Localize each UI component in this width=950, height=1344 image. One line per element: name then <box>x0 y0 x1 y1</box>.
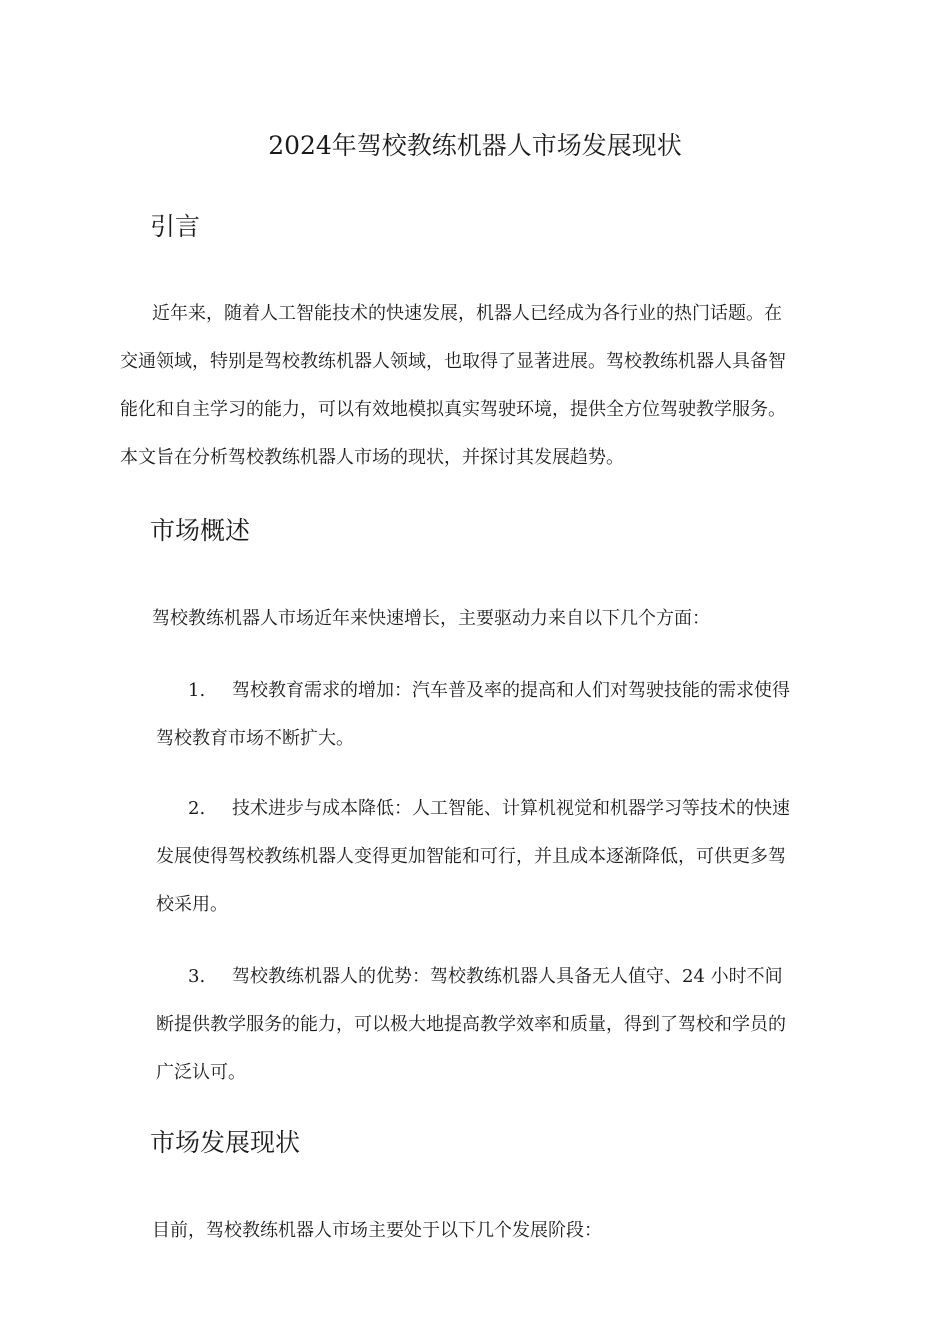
intro-line-1: 近年来，随着人工智能技术的快速发展，机器人已经成为各行业的热门话题。在 <box>152 303 782 324</box>
intro-line-4: 本文旨在分析驾校教练机器人市场的现状，并探讨其发展趋势。 <box>120 447 624 468</box>
list-item-line: 发展使得驾校教练机器人变得更加智能和可行，并且成本逐渐降低，可供更多驾 <box>156 846 786 867</box>
list-item-number: 2. <box>188 798 206 819</box>
list-item-line: 驾校教育需求的增加：汽车普及率的提高和人们对驾驶技能的需求使得 <box>232 680 790 701</box>
list-item <box>156 785 836 929</box>
list-item-line: 技术进步与成本降低：人工智能、计算机视觉和机器学习等技术的快速 <box>232 798 790 819</box>
document-title: 2024年驾校教练机器人市场发展现状 <box>268 131 682 160</box>
intro-line-2: 交通领域，特别是驾校教练机器人领域，也取得了显著进展。驾校教练机器人具备智 <box>120 351 786 372</box>
section-heading-intro: 引言 <box>150 212 201 241</box>
list-item <box>156 953 836 1097</box>
intro-line-3: 能化和自主学习的能力，可以有效地模拟真实驾驶环境，提供全方位驾驶教学服务。 <box>120 399 786 420</box>
list-item-number: 1. <box>188 680 206 701</box>
list-item-number: 3. <box>188 966 206 987</box>
intro-paragraph <box>120 290 840 482</box>
list-item <box>156 667 836 763</box>
section-heading-status: 市场发展现状 <box>150 1128 301 1157</box>
list-item-line: 驾校教练机器人的优势：驾校教练机器人具备无人值守、24 小时不间 <box>232 966 783 987</box>
status-lead <box>120 1207 840 1255</box>
overview-lead-line: 驾校教练机器人市场近年来快速增长，主要驱动力来自以下几个方面： <box>152 608 710 629</box>
list-item-line: 断提供教学服务的能力，可以极大地提高教学效率和质量，得到了驾校和学员的 <box>156 1014 786 1035</box>
list-item-line: 广泛认可。 <box>156 1062 246 1083</box>
section-heading-overview: 市场概述 <box>150 516 251 545</box>
list-item-line: 校采用。 <box>156 894 228 915</box>
overview-lead <box>120 595 840 643</box>
list-item-line: 驾校教育市场不断扩大。 <box>156 728 354 749</box>
status-lead-line: 目前，驾校教练机器人市场主要处于以下几个发展阶段： <box>152 1220 602 1241</box>
